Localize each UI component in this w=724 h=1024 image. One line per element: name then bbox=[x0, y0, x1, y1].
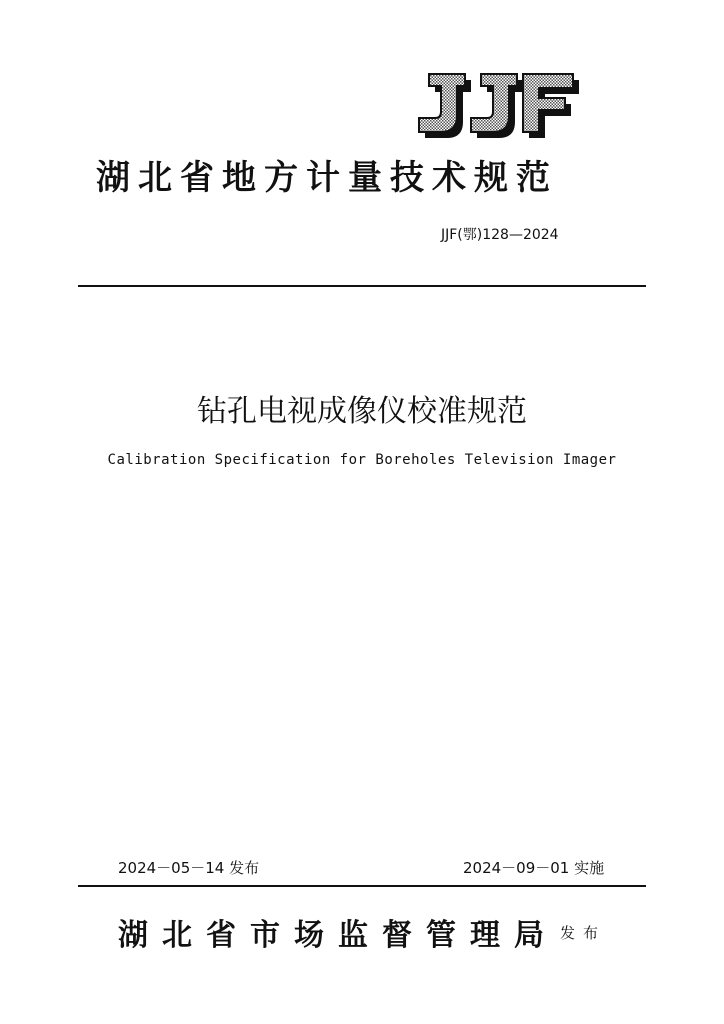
standard-code: JJF(鄂)128—2024 bbox=[441, 227, 559, 243]
implementation-date: 2024－09－01 实施 bbox=[463, 859, 605, 877]
document-title-chinese: 钻孔电视成像仪校准规范 bbox=[197, 394, 527, 429]
document-title-english: Calibration Specification for Boreholes Television Imager bbox=[107, 452, 617, 468]
jjf-logo bbox=[415, 72, 583, 142]
issuing-authority: 湖北省市场监督管理局 bbox=[118, 918, 558, 953]
standard-category-title: 湖北省地方计量技术规范 bbox=[96, 158, 558, 198]
top-divider bbox=[78, 285, 646, 287]
issuing-authority-suffix: 发布 bbox=[560, 924, 607, 942]
issue-date: 2024－05－14 发布 bbox=[118, 859, 260, 877]
bottom-divider bbox=[78, 885, 646, 887]
